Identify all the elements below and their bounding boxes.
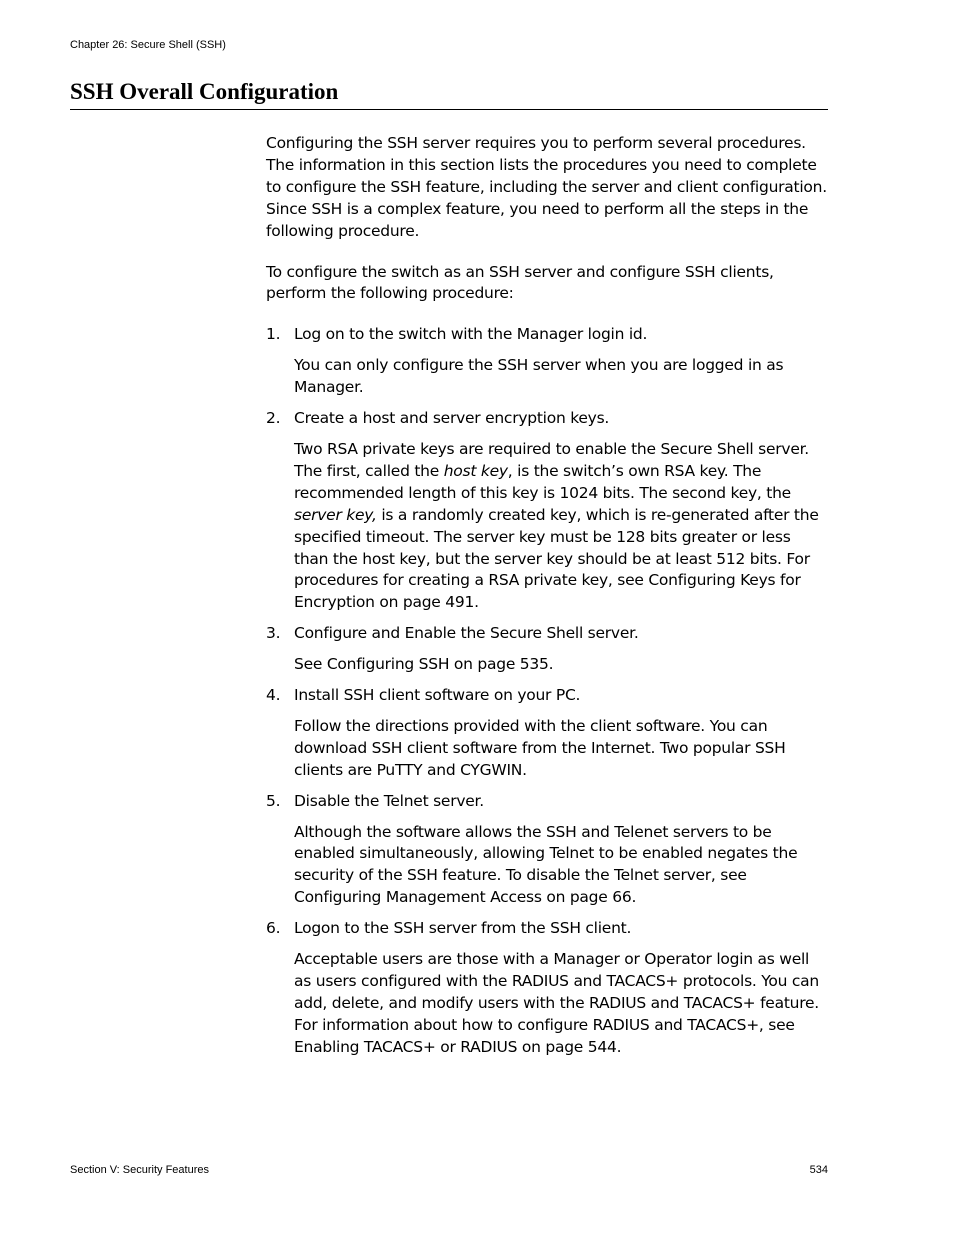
procedure-intro: To configure the switch as an SSH server and configure SSH clients, perform the following procedure:: [266, 262, 774, 303]
detail-text: is a randomly created key, which is re-generated after the specified timeout. The server key must be 128 bits greater or less than the host key, but the server key should be at least 512 bits. For procedures for creating a RSA private key, see Configuring Keys for Encryption on page 491.: [294, 505, 819, 612]
step-number: 4.: [266, 686, 281, 705]
section-title: SSH Overall Configuration: [70, 79, 339, 104]
step-3-detail: See Configuring SSH on page 535.: [294, 655, 554, 674]
step-number: 5.: [266, 791, 281, 810]
server-key-term: server key,: [294, 505, 377, 524]
running-footer: Section V: Security Features: [70, 1164, 209, 1176]
step-title: Logon to the SSH server from the SSH client.: [294, 919, 632, 938]
procedure-list: [266, 324, 828, 1058]
step-title: Log on to the switch with the Manager login id.: [294, 325, 648, 344]
step-4: [266, 685, 828, 707]
step-number: 3.: [266, 624, 281, 643]
host-key-term: host key: [443, 461, 508, 480]
step-4-detail: Follow the directions provided with the client software. You can download SSH client software from the Internet. Two popular SSH clients are PuTTY and CYGWIN.: [294, 716, 786, 779]
step-2: [266, 408, 828, 430]
step-5: [266, 791, 828, 813]
step-number: 2.: [266, 409, 281, 428]
detail-text: , is the switch’s own RSA key. The recommended length of this key is 1024 bits. The second key, the: [294, 461, 791, 502]
body-text: [266, 133, 828, 1068]
step-1: [266, 324, 828, 346]
step-number: 6.: [266, 919, 281, 938]
step-3: [266, 623, 828, 645]
step-title: Create a host and server encryption keys.: [294, 409, 610, 428]
step-2-detail: [266, 439, 828, 614]
detail-text: Two RSA private keys are required to enable the Secure Shell server. The first, called the: [294, 439, 809, 480]
step-6: [266, 918, 828, 940]
page-number: 534: [809, 1164, 828, 1176]
step-6-detail: Acceptable users are those with a Manager or Operator login as well as users configured with the RADIUS and TACACS+ protocols. You can add, delete, and modify users with the RADIUS and TACACS+ feature. For information about how to configure RADIUS and TACACS+, see Enabling TACACS+ or RADIUS on page 544.: [294, 950, 819, 1056]
step-title: Disable the Telnet server.: [294, 791, 484, 810]
step-number: 1.: [266, 325, 281, 344]
step-1-detail: You can only configure the SSH server when you are logged in as Manager.: [294, 356, 784, 397]
title-rule: [70, 109, 828, 110]
step-title: Configure and Enable the Secure Shell server.: [294, 624, 639, 643]
step-5-detail: Although the software allows the SSH and Telenet servers to be enabled simultaneously, allowing Telnet to be enabled negates the security of the SSH feature. To disable the Telnet server, see Configuring Management Access on page 66.: [294, 822, 798, 907]
running-header: Chapter 26: Secure Shell (SSH): [70, 39, 226, 51]
step-title: Install SSH client software on your PC.: [294, 686, 581, 705]
intro-paragraph: Configuring the SSH server requires you to perform several procedures. The information in this section lists the procedures you need to complete to configure the SSH feature, including the server and client configuration. Since SSH is a complex feature, you need to perform all the steps in the following procedure.: [266, 134, 827, 240]
